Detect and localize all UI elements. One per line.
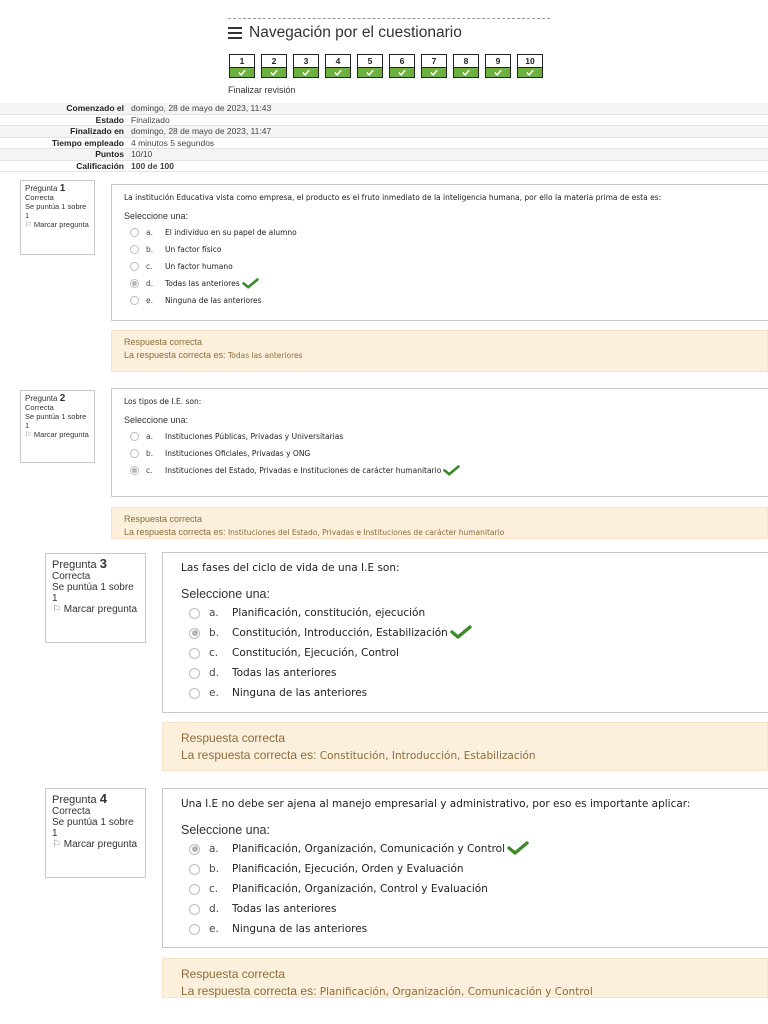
feedback-answer: Constitución, Introducción, Estabilización bbox=[319, 750, 536, 762]
question-content bbox=[162, 552, 768, 713]
radio-button[interactable] bbox=[189, 648, 200, 659]
summary-value: 4 minutos 5 segundos bbox=[127, 137, 768, 149]
question-info bbox=[20, 390, 95, 463]
flag-question-label: Marcar pregunta bbox=[63, 604, 138, 615]
feedback-label: La respuesta correcta es: bbox=[124, 527, 226, 537]
select-label: Seleccione una: bbox=[181, 823, 270, 837]
answer-option[interactable] bbox=[181, 879, 768, 899]
question-number bbox=[52, 793, 139, 806]
answer-text: Un factor humano bbox=[165, 262, 233, 271]
question-state: Correcta bbox=[25, 403, 54, 412]
answer-text: Constitución, Introducción, Estabilización bbox=[232, 627, 448, 639]
radio-button[interactable] bbox=[189, 924, 200, 935]
summary-value: Finalizado bbox=[127, 114, 768, 126]
radio-button[interactable] bbox=[189, 864, 200, 875]
question-nav-number: 4 bbox=[335, 56, 341, 66]
question-nav-number: 7 bbox=[431, 56, 437, 66]
answer-letter: d. bbox=[146, 279, 154, 288]
question-number-value: 3 bbox=[99, 556, 107, 571]
feedback-answer: Todas las anteriores bbox=[227, 351, 303, 360]
check-icon bbox=[486, 67, 510, 77]
question-number-value: 2 bbox=[59, 393, 66, 404]
question-grade: Se puntúa 1 sobre 1 bbox=[25, 202, 87, 220]
radio-button[interactable] bbox=[130, 296, 139, 305]
answer-letter: c. bbox=[146, 262, 153, 271]
feedback-answer: Planificación, Organización, Comunicación y Control bbox=[319, 986, 593, 998]
question-prefix: Pregunta bbox=[25, 184, 58, 193]
answer-option-selected[interactable] bbox=[124, 462, 768, 479]
question-nav-button-4[interactable] bbox=[325, 54, 351, 78]
question-text: Las fases del ciclo de vida de una I.E son: bbox=[181, 562, 400, 574]
answer-option[interactable] bbox=[181, 899, 768, 919]
question-state: Correcta bbox=[52, 571, 91, 582]
summary-row bbox=[0, 137, 768, 149]
answer-option[interactable] bbox=[181, 643, 768, 663]
question-text: La institución Educativa vista como empresa, el producto es el fruto inmediato de la inteligencia humana, por ello la materia prima de esta es: bbox=[124, 193, 662, 202]
answer-text: Ninguna de las anteriores bbox=[232, 687, 368, 699]
answer-letter: b. bbox=[209, 863, 220, 875]
question-nav-number: 9 bbox=[495, 56, 501, 66]
flag-question-label: Marcar pregunta bbox=[33, 220, 89, 229]
question-nav-number: 1 bbox=[239, 56, 245, 66]
answer-option-selected[interactable] bbox=[124, 275, 768, 292]
radio-button-checked[interactable] bbox=[189, 844, 200, 855]
summary-row bbox=[0, 149, 768, 161]
answer-text: Ninguna de las anteriores bbox=[232, 923, 368, 935]
question-nav-number: 2 bbox=[271, 56, 277, 66]
feedback-title: Respuesta correcta bbox=[124, 514, 203, 524]
answer-option[interactable] bbox=[181, 663, 768, 683]
quiz-navigation-title-text: Navegación por el cuestionario bbox=[249, 24, 462, 41]
summary-label: Calificación bbox=[0, 160, 127, 172]
feedback-label: La respuesta correcta es: bbox=[181, 984, 317, 998]
answer-letter: c. bbox=[146, 466, 153, 475]
flag-question-link[interactable] bbox=[52, 839, 139, 850]
question-content bbox=[111, 388, 768, 497]
attempt-summary-table bbox=[0, 103, 768, 172]
answer-option[interactable] bbox=[124, 445, 768, 462]
answer-text: Planificación, Organización, Control y Evaluación bbox=[232, 883, 488, 895]
select-label: Seleccione una: bbox=[124, 415, 189, 425]
radio-button[interactable] bbox=[189, 904, 200, 915]
answer-text: El individuo en su papel de alumno bbox=[165, 228, 297, 237]
question-feedback bbox=[111, 507, 768, 539]
answer-option[interactable] bbox=[181, 683, 768, 703]
summary-label: Comenzado el bbox=[0, 103, 127, 114]
radio-button[interactable] bbox=[130, 228, 139, 237]
answer-text: Todas las anteriores bbox=[165, 279, 240, 288]
question-number-value: 1 bbox=[59, 183, 66, 194]
flag-question-label: Marcar pregunta bbox=[63, 839, 138, 850]
question-state: Correcta bbox=[25, 193, 54, 202]
check-icon bbox=[390, 67, 414, 77]
question-nav-button-9[interactable] bbox=[485, 54, 511, 78]
answer-letter: a. bbox=[209, 843, 219, 855]
radio-button[interactable] bbox=[189, 668, 200, 679]
answer-text: Un factor físico bbox=[165, 245, 222, 254]
answer-letter: d. bbox=[209, 903, 220, 915]
question-nav-button-5[interactable] bbox=[357, 54, 383, 78]
summary-label: Tiempo empleado bbox=[0, 137, 127, 149]
correct-check-icon bbox=[507, 840, 529, 858]
question-state: Correcta bbox=[52, 806, 91, 817]
radio-button-checked[interactable] bbox=[130, 279, 139, 288]
check-icon bbox=[454, 67, 478, 77]
answer-text: Instituciones del Estado, Privadas e Instituciones de carácter humanitario bbox=[165, 466, 442, 475]
answer-text: Todas las anteriores bbox=[232, 903, 337, 915]
question-grade: Se puntúa 1 sobre 1 bbox=[25, 412, 87, 430]
feedback-correct-answer bbox=[181, 748, 767, 762]
summary-label: Puntos bbox=[0, 149, 127, 161]
question-nav-number: 5 bbox=[367, 56, 373, 66]
flag-icon: ⚐ bbox=[25, 220, 32, 229]
correct-check-icon bbox=[443, 464, 460, 478]
radio-button[interactable] bbox=[130, 245, 139, 254]
question-text: Una I.E no debe ser ajena al manejo empresarial y administrativo, por eso es importante aplicar: bbox=[181, 798, 691, 810]
question-nav-number: 8 bbox=[463, 56, 469, 66]
check-icon bbox=[262, 67, 286, 77]
feedback-correct-answer bbox=[124, 527, 767, 537]
select-label: Seleccione una: bbox=[124, 211, 189, 221]
summary-label: Finalizado en bbox=[0, 126, 127, 138]
summary-value: 10/10 bbox=[127, 149, 768, 161]
answer-text: Ninguna de las anteriores bbox=[165, 296, 262, 305]
answer-option[interactable] bbox=[124, 428, 768, 445]
summary-row bbox=[0, 103, 768, 114]
answer-option[interactable] bbox=[181, 859, 768, 879]
radio-button[interactable] bbox=[130, 432, 139, 441]
question-nav-button-10[interactable] bbox=[517, 54, 543, 78]
question-prefix: Pregunta bbox=[52, 559, 97, 571]
flag-question-link[interactable] bbox=[52, 604, 139, 615]
question-nav-number: 3 bbox=[303, 56, 309, 66]
question-nav-button-1[interactable] bbox=[229, 54, 255, 78]
quiz-navigation bbox=[228, 18, 550, 98]
question-number bbox=[25, 184, 90, 193]
question-grade: Se puntúa 1 sobre 1 bbox=[52, 582, 134, 604]
flag-icon: ⚐ bbox=[25, 430, 32, 439]
check-icon bbox=[358, 67, 382, 77]
feedback-correct-answer bbox=[124, 350, 767, 360]
flag-icon: ⚐ bbox=[52, 604, 61, 615]
answer-letter: b. bbox=[209, 627, 220, 639]
answer-option-selected[interactable] bbox=[181, 839, 768, 859]
question-feedback bbox=[111, 330, 768, 372]
answer-text: Instituciones Oficiales, Privadas y ONG bbox=[165, 449, 311, 458]
summary-value: domingo, 28 de mayo de 2023, 11:47 bbox=[127, 126, 768, 138]
flag-question-link[interactable] bbox=[25, 430, 90, 439]
answer-text: Planificación, constitución, ejecución bbox=[232, 607, 426, 619]
question-content bbox=[162, 788, 768, 948]
correct-check-icon bbox=[242, 277, 259, 291]
question-prefix: Pregunta bbox=[25, 394, 58, 403]
radio-button[interactable] bbox=[189, 688, 200, 699]
question-nav-buttons bbox=[228, 54, 550, 78]
radio-button-checked[interactable] bbox=[130, 466, 139, 475]
radio-button[interactable] bbox=[189, 608, 200, 619]
answer-option[interactable] bbox=[124, 224, 768, 241]
answer-text: Constitución, Ejecución, Control bbox=[232, 647, 399, 659]
question-number-value: 4 bbox=[99, 791, 107, 806]
flag-icon: ⚐ bbox=[52, 839, 61, 850]
question-feedback bbox=[162, 722, 768, 771]
question-nav-button-6[interactable] bbox=[389, 54, 415, 78]
feedback-title: Respuesta correcta bbox=[124, 337, 203, 347]
answer-letter: b. bbox=[146, 449, 154, 458]
question-number bbox=[25, 394, 90, 403]
question-nav-number: 6 bbox=[399, 56, 405, 66]
answer-letter: c. bbox=[209, 647, 219, 659]
check-icon bbox=[326, 67, 350, 77]
question-info bbox=[45, 553, 146, 643]
answer-letter: a. bbox=[146, 432, 153, 441]
answer-text: Planificación, Organización, Comunicación y Control bbox=[232, 843, 506, 855]
finish-review-link[interactable]: Finalizar revisión bbox=[228, 85, 296, 95]
question-prefix: Pregunta bbox=[52, 794, 97, 806]
quiz-navigation-title bbox=[228, 24, 550, 42]
question-text: Los tipos de I.E. son: bbox=[124, 397, 202, 406]
answer-letter: e. bbox=[209, 923, 219, 935]
summary-row bbox=[0, 126, 768, 138]
question-grade: Se puntúa 1 sobre 1 bbox=[52, 817, 134, 839]
question-nav-button-7[interactable] bbox=[421, 54, 447, 78]
check-icon bbox=[518, 67, 542, 77]
question-info bbox=[20, 180, 95, 255]
check-icon bbox=[422, 67, 446, 77]
radio-button[interactable] bbox=[189, 884, 200, 895]
select-label: Seleccione una: bbox=[181, 587, 270, 601]
feedback-title: Respuesta correcta bbox=[181, 731, 286, 745]
feedback-correct-answer bbox=[181, 984, 767, 998]
menu-icon bbox=[228, 27, 242, 39]
summary-label: Estado bbox=[0, 114, 127, 126]
feedback-answer: Instituciones del Estado, Privadas e Instituciones de carácter humanitario bbox=[227, 528, 505, 537]
answer-letter: c. bbox=[209, 883, 219, 895]
feedback-label: La respuesta correcta es: bbox=[124, 350, 226, 360]
answer-letter: e. bbox=[146, 296, 153, 305]
flag-question-link[interactable] bbox=[25, 220, 90, 229]
feedback-label: La respuesta correcta es: bbox=[181, 748, 317, 762]
answer-option-selected[interactable] bbox=[181, 623, 768, 643]
question-nav-button-2[interactable] bbox=[261, 54, 287, 78]
answer-option[interactable] bbox=[181, 603, 768, 623]
answer-letter: a. bbox=[146, 228, 153, 237]
flag-question-label: Marcar pregunta bbox=[33, 430, 89, 439]
check-icon bbox=[294, 67, 318, 77]
correct-check-icon bbox=[450, 624, 472, 642]
answer-option[interactable] bbox=[124, 292, 768, 309]
answer-text: Planificación, Ejecución, Orden y Evaluación bbox=[232, 863, 464, 875]
radio-button-checked[interactable] bbox=[189, 628, 200, 639]
question-number bbox=[52, 558, 139, 571]
answer-letter: d. bbox=[209, 667, 220, 679]
question-nav-number: 10 bbox=[525, 56, 535, 66]
summary-row bbox=[0, 114, 768, 126]
radio-button[interactable] bbox=[130, 449, 139, 458]
answer-letter: a. bbox=[209, 607, 219, 619]
question-nav-button-3[interactable] bbox=[293, 54, 319, 78]
answer-letter: e. bbox=[209, 687, 219, 699]
question-nav-button-8[interactable] bbox=[453, 54, 479, 78]
feedback-title: Respuesta correcta bbox=[181, 967, 286, 981]
question-feedback bbox=[162, 958, 768, 998]
check-icon bbox=[230, 67, 254, 77]
radio-button[interactable] bbox=[130, 262, 139, 271]
question-content bbox=[111, 184, 768, 321]
summary-row bbox=[0, 160, 768, 172]
answer-letter: b. bbox=[146, 245, 154, 254]
answer-text: Todas las anteriores bbox=[232, 667, 337, 679]
summary-value: domingo, 28 de mayo de 2023, 11:43 bbox=[127, 103, 768, 114]
summary-value: 100 de 100 bbox=[127, 160, 768, 172]
answer-text: Instituciones Públicas, Privadas y Universitarias bbox=[165, 432, 344, 441]
question-info bbox=[45, 788, 146, 878]
answer-option[interactable] bbox=[181, 919, 768, 939]
answer-option[interactable] bbox=[124, 258, 768, 275]
answer-option[interactable] bbox=[124, 241, 768, 258]
